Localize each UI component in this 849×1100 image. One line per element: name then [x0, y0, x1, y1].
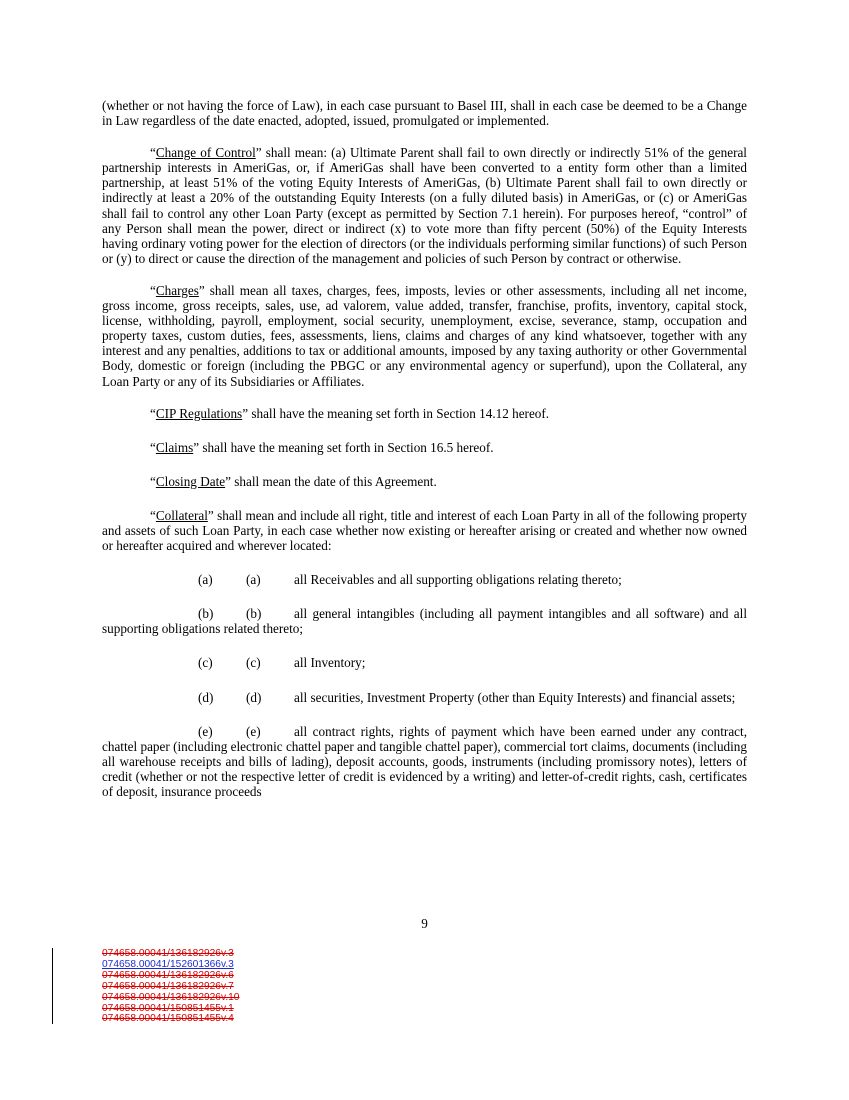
item-label-repeat: (c)	[246, 655, 261, 671]
definition-text: ” shall mean all taxes, charges, fees, imposts, levies or other assessments, including all net income, gross income, gross receipts, sales, use, ad valorem, value added, transfer, franchise, profits, inventory, capital stock, license, withholding, payroll, employment, social security, unemployment, excise, severance, stamp, occupation and property taxes, custom duties, fees, assessments, liens, claims and charges of any kind whatsoever, together with any interest and any penalties, additions to tax or additional amounts, imposed by any taxing authority or other Governmental Body, domestic or foreign (including the PBGC or any environmental agency or superfund), upon the Collateral, any Loan Party or any of its Subsidiaries or Affiliates.	[102, 282, 747, 389]
item-text: all securities, Investment Property (other than Equity Interests) and financial assets;	[294, 689, 736, 705]
item-label: (e)	[198, 723, 213, 739]
item-label-repeat: (b)	[246, 606, 262, 622]
doc-id-deleted: 074658.00041/150851455v.1	[102, 1002, 234, 1014]
item-label: (c)	[198, 655, 213, 671]
definition-charges	[102, 283, 747, 389]
definition-text: ” shall mean the date of this Agreement.	[225, 473, 437, 489]
item-text: all general intangibles (including all payment intangibles and all software) and all supporting obligations related thereto;	[102, 606, 747, 637]
item-text: all Receivables and all supporting obligations relating thereto;	[294, 572, 622, 588]
definition-text: ” shall have the meaning set forth in Section 16.5 hereof.	[193, 439, 494, 455]
item-text: all Inventory;	[294, 655, 366, 671]
defined-term: Claims	[155, 439, 194, 455]
open-quote: “	[150, 145, 156, 161]
doc-id-deleted: 074658.00041/136182926v.3	[102, 948, 234, 959]
item-label-repeat: (d)	[246, 689, 262, 705]
defined-term: Change of Control	[155, 145, 256, 161]
definition-claims	[102, 440, 747, 455]
doc-id-deleted: 074658.00041/150851455v.4	[102, 1013, 234, 1025]
item-label-repeat: (e)	[246, 723, 261, 739]
change-bar	[52, 948, 53, 1024]
document-body	[102, 98, 747, 799]
item-label-repeat: (a)	[246, 572, 261, 588]
collateral-item-c	[102, 655, 747, 670]
item-label: (b)	[198, 606, 214, 622]
definition-text: ” shall have the meaning set forth in Section 14.12 hereof.	[242, 405, 550, 421]
defined-term: Closing Date	[155, 473, 226, 489]
open-quote: “	[150, 439, 156, 455]
defined-term: CIP Regulations	[155, 405, 243, 421]
collateral-item-a	[102, 572, 747, 587]
doc-id-inserted: 074658.00041/152601366v.3	[102, 958, 234, 970]
open-quote: “	[150, 507, 156, 523]
footer-document-ids	[102, 949, 239, 1025]
item-label: (a)	[198, 572, 213, 588]
collateral-item-d	[102, 690, 747, 705]
doc-id-deleted: 074658.00041/136182926v.6	[102, 969, 234, 981]
defined-term: Collateral	[155, 507, 208, 523]
definition-text: ” shall mean and include all right, title and interest of each Loan Party in all of the following property and assets of such Loan Party, in each case whether now existing or hereafter arising or created and whether now owned or hereafter acquired and wherever located:	[102, 507, 747, 554]
open-quote: “	[150, 282, 156, 298]
definition-text: ” shall mean: (a) Ultimate Parent shall fail to own directly or indirectly 51% of the general partnership interests in AmeriGas, or, if AmeriGas shall have been converted to a entity form other than a limited partnership, at least 51% of the voting Equity Interests of AmeriGas, (b) Ultimate Parent shall fail to own directly or indirectly at least a 20% of the outstanding Equity Interests (on a fully diluted basis) in AmeriGas, or (c) or AmeriGas shall fail to control any other Loan Party (except as permitted by Section 7.1 herein). For purposes hereof, “control” of any Person shall mean the power, direct or indirect (x) to vote more than fifty percent (50%) of the Equity Interests having ordinary voting power for the election of directors (or the individuals performing similar functions) of such Person or (y) to direct or cause the direction of the management and policies of such Person by contract or otherwise.	[102, 145, 747, 266]
item-text: all contract rights, rights of payment which have been earned under any contract, chattel paper (including electronic chattel paper and tangible chattel paper), commercial tort claims, documents (including all warehouse receipts and bills of lading), deposit accounts, goods, instruments (including promissory notes), letters of credit (whether or not the respective letter of credit is evidenced by a writing) and letter-of-credit rights, cash, certificates of deposit, insurance proceeds	[102, 723, 747, 799]
page-number: 9	[421, 916, 428, 931]
definition-cip-regulations	[102, 406, 747, 421]
continuation-paragraph: (whether or not having the force of Law), in each case pursuant to Basel III, shall in each case be deemed to be a Change in Law regardless of the date enacted, adopted, issued, promulgated or implemented.	[102, 98, 747, 129]
doc-id-deleted: 074658.00041/136182926v.7	[102, 980, 234, 992]
definition-change-of-control	[102, 145, 747, 266]
definition-closing-date	[102, 474, 747, 489]
open-quote: “	[150, 405, 156, 421]
defined-term: Charges	[155, 282, 199, 298]
definition-collateral	[102, 508, 747, 553]
doc-id-deleted: 074658.00041/136182926v.10	[102, 991, 240, 1003]
collateral-item-e	[102, 724, 747, 799]
open-quote: “	[150, 473, 156, 489]
collateral-item-b	[102, 606, 747, 636]
item-label: (d)	[198, 689, 214, 705]
